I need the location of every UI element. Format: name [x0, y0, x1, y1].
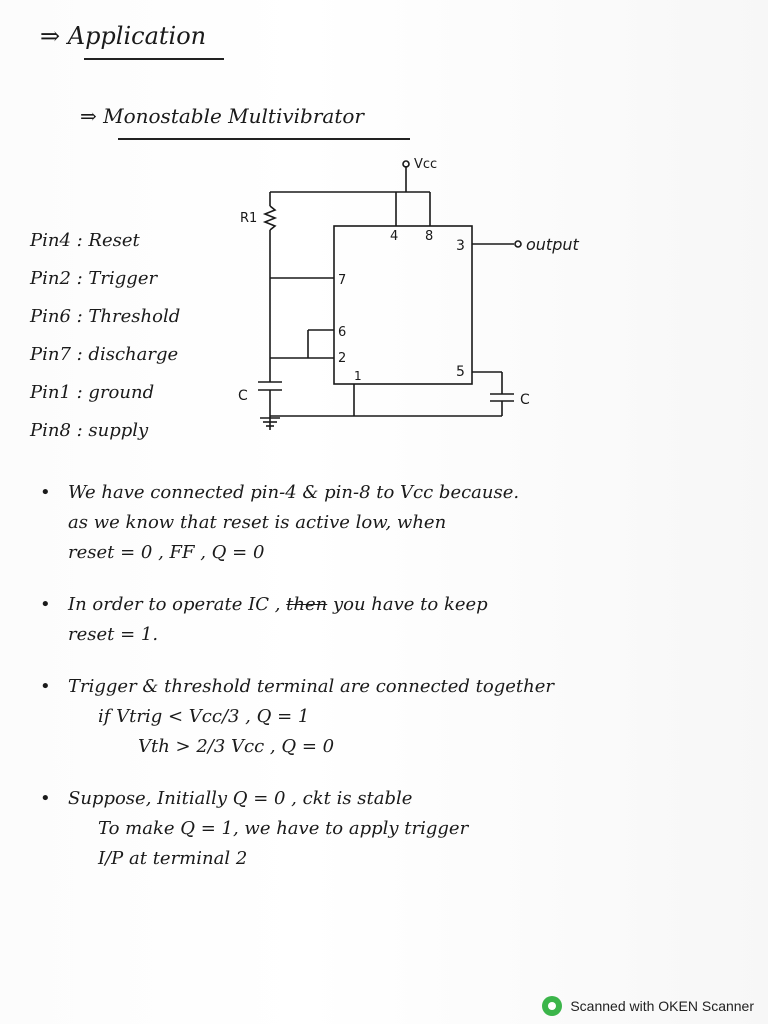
- note-line: as we know that reset is active low, when: [68, 512, 447, 533]
- pin-item: Pin7 : discharge: [30, 344, 179, 365]
- monostable-circuit-diagram: [230, 148, 630, 448]
- pin-label: 7: [338, 273, 347, 288]
- subheading-underline: [118, 138, 410, 140]
- output-label: output: [526, 235, 579, 254]
- pin-label: 1: [354, 369, 362, 383]
- scanner-footer: [542, 996, 754, 1016]
- note-line: Vth > 2/3 Vcc , Q = 0: [138, 736, 335, 757]
- vcc-label: Vcc: [414, 157, 438, 172]
- pin-label: 6: [338, 325, 347, 340]
- c-right-label: C: [520, 392, 530, 408]
- note-line: [68, 590, 736, 620]
- pin-item: Pin4 : Reset: [30, 230, 140, 251]
- heading-underline: [84, 58, 224, 60]
- pin-item: Pin8 : supply: [30, 420, 149, 441]
- struck-word: then: [286, 594, 328, 615]
- note-item: [36, 784, 736, 874]
- oken-scanner-logo-icon: [542, 996, 562, 1016]
- note-item: [36, 478, 736, 568]
- ic-555-body: [334, 226, 472, 384]
- note-line: I/P at terminal 2: [98, 848, 248, 869]
- pin-item: Pin1 : ground: [30, 382, 155, 403]
- note-line: Suppose, Initially Q = 0 , ckt is stable: [68, 788, 413, 809]
- r1-label: R1: [240, 211, 258, 226]
- r1-resistor: [265, 206, 275, 230]
- note-line: if Vtrig < Vcc/3 , Q = 1: [98, 706, 310, 727]
- pin-list: [30, 222, 180, 450]
- heading-application: ⇒ Application: [40, 22, 207, 50]
- pin-label: 3: [456, 238, 465, 254]
- bullet-dot: •: [40, 788, 51, 809]
- pin-item: Pin6 : Threshold: [30, 306, 181, 327]
- pin-item: Pin2 : Trigger: [30, 268, 158, 289]
- notes-section: [36, 478, 736, 896]
- note-text: In order to operate IC ,: [68, 594, 287, 615]
- note-line: reset = 0 , FF , Q = 0: [68, 542, 265, 563]
- output-terminal: [515, 241, 521, 247]
- pin-label: 5: [456, 364, 465, 380]
- note-text: you have to keep: [327, 594, 488, 615]
- pin-label: 2: [338, 351, 347, 366]
- note-item: [36, 590, 736, 650]
- bullet-dot: •: [40, 676, 51, 697]
- note-line: Trigger & threshold terminal are connected together: [68, 676, 555, 697]
- note-line: reset = 1.: [68, 624, 159, 645]
- pin-label: 4: [390, 229, 399, 244]
- heading-monostable: ⇒ Monostable Multivibrator: [80, 104, 364, 128]
- note-item: [36, 672, 736, 762]
- pin-label: 8: [425, 229, 434, 244]
- note-line: We have connected pin-4 & pin-8 to Vcc because.: [68, 482, 520, 503]
- note-line: To make Q = 1, we have to apply trigger: [98, 818, 469, 839]
- bullet-dot: •: [40, 482, 51, 503]
- c-left-label: C: [238, 388, 248, 404]
- bullet-dot: •: [40, 594, 51, 615]
- scanner-text: Scanned with OKEN Scanner: [570, 998, 754, 1014]
